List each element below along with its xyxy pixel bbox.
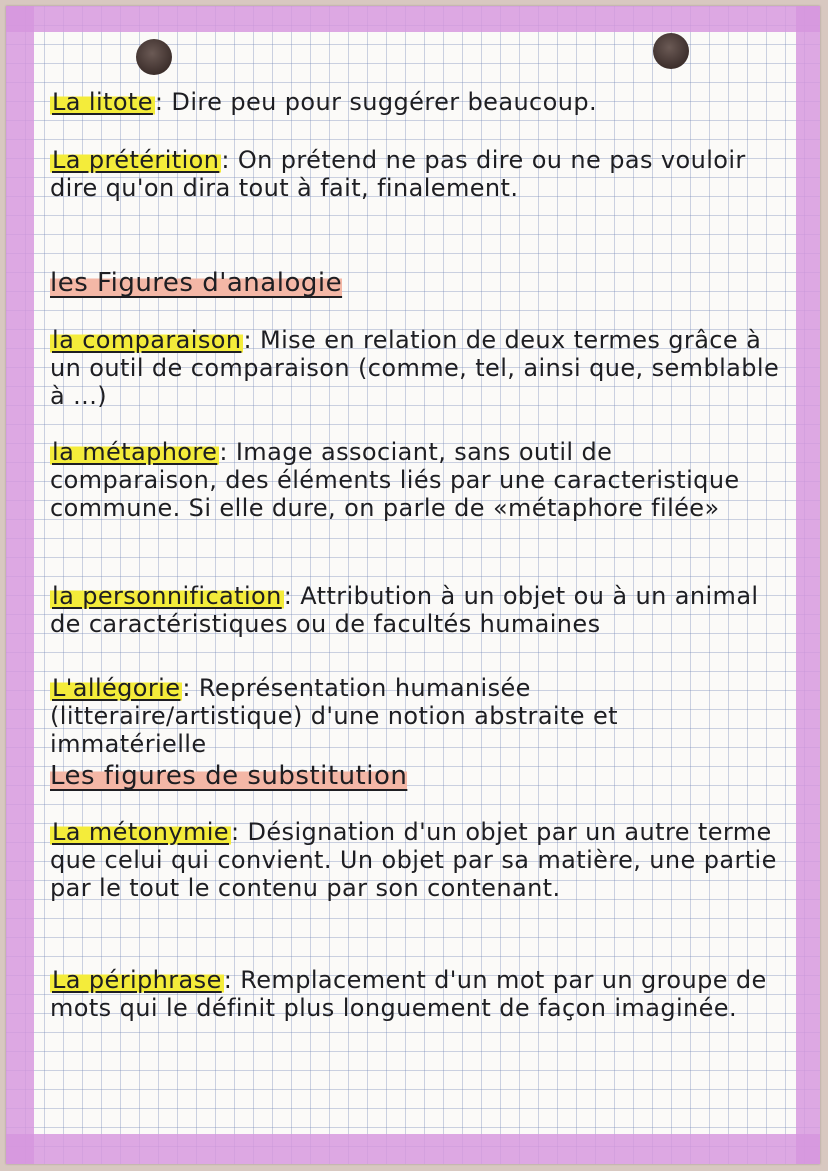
heading-substitution-text: Les figures de substitution (50, 761, 408, 791)
definition-metonymie: : Désignation d'un objet par un autre terme que celui qui convient. Un objet par sa matière, une partie par le tout le contenu par son contenant. (50, 818, 777, 902)
definition-litote: : Dire peu pour suggérer beaucoup. (154, 88, 598, 116)
term-metonymie: La métonymie (52, 818, 229, 846)
heading-analogie-text: les Figures d'analogie (50, 268, 343, 298)
entry-allegorie (50, 674, 780, 758)
definition-metaphore: : Image associant, sans outil de comparaison, des éléments liés par une caracteristique commune. Si elle dure, on parle de «métaphore filée» (50, 438, 740, 522)
term-periphrase: La périphrase (52, 966, 222, 994)
entry-litote (50, 88, 780, 116)
term-personnification: la personnification (52, 582, 282, 610)
entry-metaphore (50, 438, 780, 522)
term-comparaison: la comparaison (52, 326, 242, 354)
entry-preterition (50, 146, 780, 202)
definition-periphrase: : Remplacement d'un mot par un groupe de mots qui le définit plus longuement de façon imaginée. (50, 966, 767, 1022)
term-preterition: La prétérition (52, 146, 220, 174)
definition-personnification: : Attribution à un objet ou à un animal de caractéristiques ou de facultés humaines (50, 582, 759, 638)
entry-comparaison (50, 326, 780, 410)
entry-periphrase (50, 966, 780, 1022)
definition-preterition: : On prétend ne pas dire ou ne pas vouloir dire qu'on dira tout à fait, finalement. (50, 146, 746, 202)
definition-comparaison: : Mise en relation de deux termes grâce à un outil de comparaison (comme, tel, ainsi que, semblable à ...) (50, 326, 780, 410)
entry-personnification (50, 582, 780, 638)
index-card (6, 6, 820, 1164)
card-border-bottom (6, 1134, 820, 1164)
term-allegorie: L'allégorie (52, 674, 181, 702)
punch-hole-right (653, 33, 689, 69)
term-metaphore: la métaphore (52, 438, 218, 466)
entry-metonymie (50, 818, 780, 902)
heading-analogie (50, 268, 342, 298)
punch-hole-left (136, 39, 172, 75)
card-border-left (6, 6, 34, 1164)
term-litote: La litote (52, 88, 153, 116)
card-border-right (796, 6, 820, 1164)
card-border-top (6, 6, 820, 32)
definition-allegorie: : Représentation humanisée (litteraire/artistique) d'une notion abstraite et immatérielle (50, 674, 618, 758)
heading-substitution (50, 761, 407, 791)
